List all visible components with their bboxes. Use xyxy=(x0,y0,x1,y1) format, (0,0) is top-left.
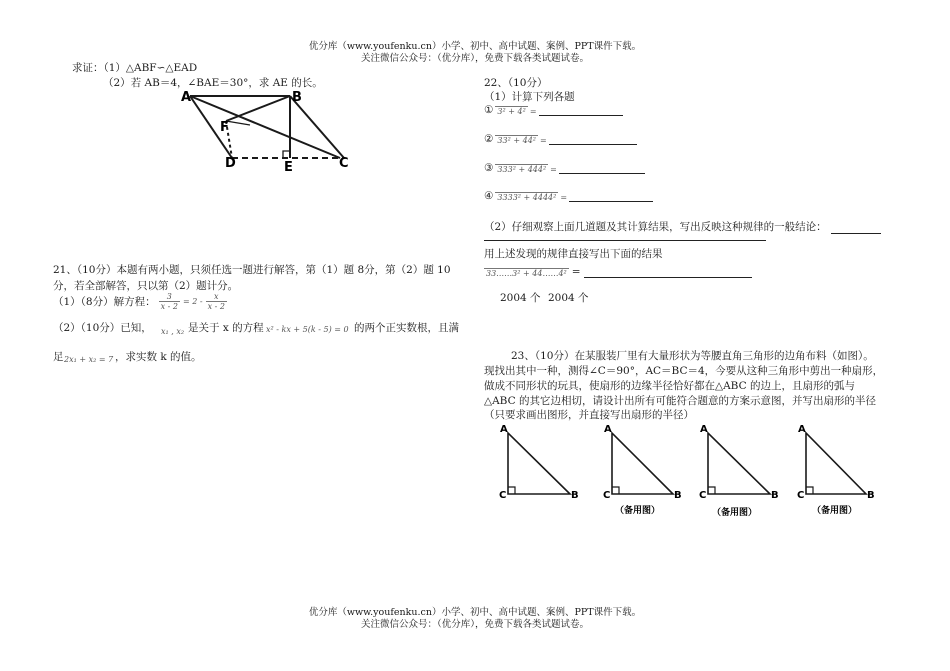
q23-line-1: 23、（10分）在某服装厂里有大量形状为等腰直角三角形的边角布料（如图）。 xyxy=(511,350,874,362)
q21-p1-frac1-den: x - 2 xyxy=(160,302,179,311)
q20-part2: （2）若 AB＝4，∠BAE＝30°，求 AE 的长。 xyxy=(103,77,323,89)
label-a: A xyxy=(181,90,192,105)
q22-item-1-num: ① xyxy=(484,104,494,116)
tri2-label-a: A xyxy=(604,424,612,435)
q21-intro-2: 分，若全部解答，只以第（2）题计分。 xyxy=(53,280,239,292)
q21-p1-frac2-den: x - 2 xyxy=(207,302,225,311)
q21-p2-equation: x² - kx + 5(k - 5) = 0 xyxy=(266,325,349,334)
tri1-label-a: A xyxy=(500,424,508,435)
tri3-label-c: C xyxy=(699,490,707,501)
label-c: C xyxy=(339,156,349,171)
q22-item-4-num: ④ xyxy=(484,190,494,202)
footer-line-2: 关注微信公众号：（优分库），免费下载各类试题试卷。 xyxy=(360,619,589,630)
q21-p1-label: （1）（8分）解方程： xyxy=(53,296,156,308)
footer-line-1: 优分库（www.youfenku.cn）小学、初中、高中试题、案例、PPT课件下载。 xyxy=(308,607,642,618)
q22-item-4-eq: = xyxy=(560,193,568,202)
q22-count-2: 2004 个 xyxy=(548,292,589,304)
tri1-label-c: C xyxy=(499,490,507,501)
tri2-label-b: B xyxy=(674,490,682,501)
q21-p2-label: （2）（10分）已知， xyxy=(53,322,152,334)
q22-long-expr: 33……3² + 44……4² xyxy=(486,269,567,278)
q21-intro-1: 21、（10分）本题有两小题，只须任选一题进行解答，第（1）题 8分，第（2）题 10 xyxy=(53,264,451,276)
header-line-1: 优分库（www.youfenku.cn）小学、初中、高中试题、案例、PPT课件下载。 xyxy=(308,41,642,52)
label-f: F xyxy=(220,120,229,135)
q22-title: 22、（10分） xyxy=(484,77,548,89)
tri2-label-c: C xyxy=(603,490,611,501)
q21-p1-mid: = 2 - xyxy=(183,297,203,306)
tri2-caption: （备用图） xyxy=(615,506,661,516)
q22-sub2-text: （2）仔细观察上面几道题及其计算结果，写出反映这种规律的一般结论： xyxy=(484,221,827,233)
q22-item-2-num: ② xyxy=(484,133,494,145)
tri4-label-c: C xyxy=(797,490,805,501)
tri4-label-b: B xyxy=(867,490,875,501)
q23-line-2: 现找出其中一种，测得∠C＝90°，AC＝BC＝4，今要从这种三角形中剪出一种扇形， xyxy=(484,365,884,377)
q22-item-1-expr: 3² + 4² xyxy=(497,107,526,116)
q23-line-4: △ABC 的其它边相切，请设计出所有可能符合题意的方案示意图，并写出扇形的半径 xyxy=(484,395,876,407)
q21-p1-frac1-num: 3 xyxy=(159,292,180,302)
q22-sub3: 用上述发现的规律直接写出下面的结果 xyxy=(484,248,663,260)
q23-triangle-main xyxy=(499,424,579,501)
q21-p2-roots: x₁ , x₂ xyxy=(161,327,185,336)
label-e: E xyxy=(284,160,293,175)
q22-item-1-eq: = xyxy=(529,107,537,116)
label-d: D xyxy=(225,156,236,171)
header-line-2: 关注微信公众号：（优分库），免费下载各类试题试卷。 xyxy=(360,53,589,64)
q22-long-eq: = xyxy=(571,266,581,278)
tri3-label-a: A xyxy=(700,424,708,435)
q23-triangle-spare-3 xyxy=(797,424,875,516)
q22-item-2-expr: 33² + 44² xyxy=(497,136,536,145)
tri4-label-a: A xyxy=(798,424,806,435)
q21-p2-condition: 2x₁ + x₂ = 7 xyxy=(64,355,114,364)
q21-p2-text3: ，求实数 k 的值。 xyxy=(115,351,202,363)
q22-item-4-expr: 3333² + 4444² xyxy=(497,193,557,202)
q23-triangle-spare-2 xyxy=(699,424,779,518)
tri4-caption: （备用图） xyxy=(812,506,858,516)
q22-item-3-expr: 333² + 444² xyxy=(497,165,547,174)
tri1-label-b: B xyxy=(571,490,579,501)
q22-count-1: 2004 个 xyxy=(500,292,541,304)
q23-triangle-spare-1 xyxy=(603,424,682,516)
q21-p2-text1: 是关于 x 的方程 xyxy=(188,322,264,334)
q22-item-3-eq: = xyxy=(550,165,557,174)
q23-line-3: 做成不同形状的玩具，使扇形的边缘半径恰好都在△ABC 的边上，且扇形的弧与 xyxy=(484,380,855,392)
q22-item-3-num: ③ xyxy=(484,162,494,174)
q22-sub1: （1）计算下列各题 xyxy=(484,91,575,103)
q22-item-2-eq: = xyxy=(539,136,547,145)
q23-line-5: （只要求画出图形，并直接写出扇形的半径） xyxy=(484,409,694,421)
q21-p1-frac2-num: x xyxy=(206,292,227,302)
tri3-caption: （备用图） xyxy=(712,508,758,518)
label-b: B xyxy=(292,90,302,105)
q21-p2-prefix: 足 xyxy=(53,351,64,363)
q20-part1: 求证：（1）△ABF∽△EAD xyxy=(72,62,198,74)
tri3-label-b: B xyxy=(771,490,779,501)
q21-p2-text2: 的两个正实数根，且满 xyxy=(354,322,459,334)
